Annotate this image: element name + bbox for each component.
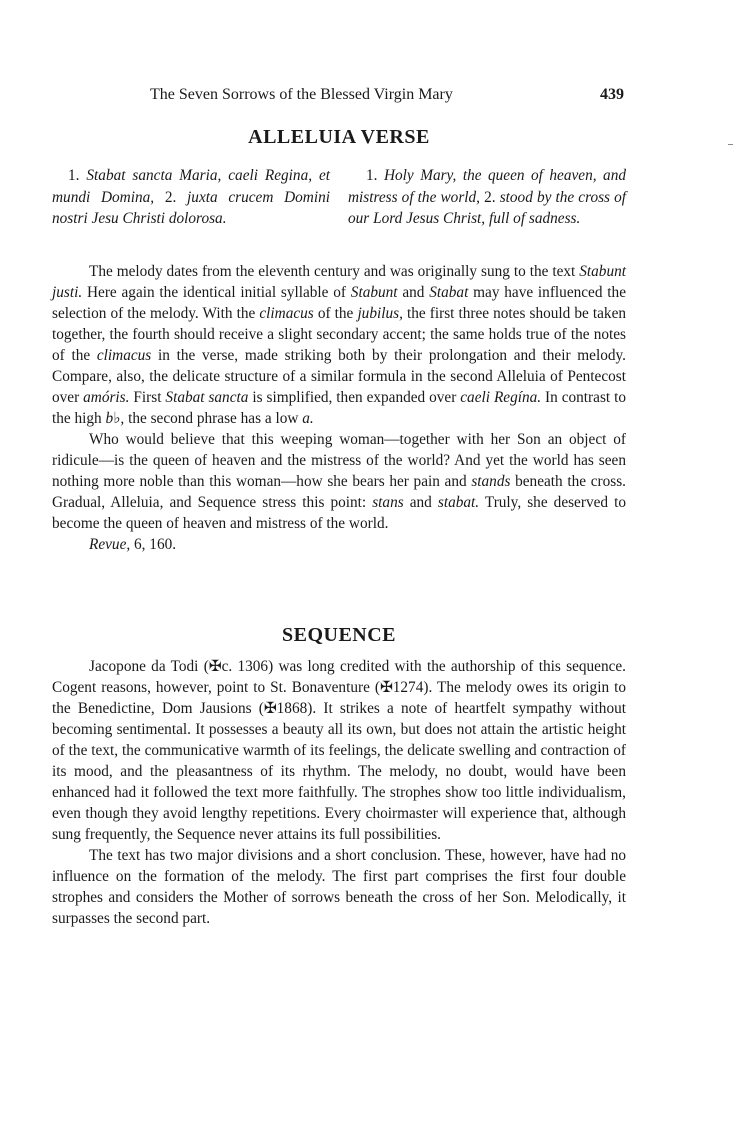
text-run: The melody dates from the eleventh century and was originally sung to the text: [89, 263, 580, 280]
reference-pages: 6, 160.: [130, 536, 177, 553]
italic-term: stands: [471, 473, 511, 490]
english-verse: [348, 165, 626, 230]
text-run: First: [129, 389, 166, 406]
sequence-commentary: [52, 656, 626, 929]
italic-term: caeli Regína.: [460, 389, 542, 406]
text-run: beneath the cross. Gradual, Alleluia, and Sequence stress this point:: [52, 473, 626, 511]
text-run: Truly, she deserved to become the queen of heaven and mistress of the world.: [52, 494, 626, 532]
italic-term: stans: [372, 494, 404, 511]
verse-number: 2.: [164, 188, 177, 206]
verse-number: 1.: [68, 167, 80, 184]
reference-title: Revue,: [89, 536, 131, 553]
margin-mark: [728, 144, 733, 145]
italic-term: a.: [302, 410, 314, 427]
text-run: and: [397, 284, 430, 301]
paragraph: [52, 429, 626, 534]
text-run: Who would believe that this weeping woman—together with her Son an object of ridicule—is the queen of heaven and the mistress of the world? And yet the world has seen nothing more noble than this woman—how she bears her pain and: [52, 431, 626, 490]
text-run: and: [403, 494, 438, 511]
italic-term: b♭,: [105, 410, 125, 427]
paragraph: [52, 261, 626, 429]
running-header: [52, 86, 626, 108]
reference-line: [52, 534, 626, 555]
italic-term: Stabunt justi.: [52, 263, 626, 301]
text-run: is simplified, then expanded over: [248, 389, 461, 406]
paragraph: Jacopone da Todi (✠c. 1306) was long credited with the authorship of this sequence. Cogent reasons, however, point to St. Bonaventure (✠1274). The melody owes its origin to the Benedictine, Dom Jausions (✠1868). It strikes a note of heartfelt sympathy without becoming sentimental. It possesses a beauty all its own, but does not attain the artistic height of the text, the communicative warmth of its feelings, the delicate swelling and contraction of its mood, and the pleasantness of its rhythm. The melody, no doubt, would have been enhanced had it followed the text more faithfully. The strophes show too little individualism, even though they avoid lengthy repetitions. Every choirmaster will experience that, although sung frequently, the Sequence never attains its full possibilities.: [52, 658, 626, 843]
english-text-2: stood by the cross of our Lord Jesus Christ, full of sadness.: [348, 188, 627, 227]
alleluia-commentary: [52, 261, 626, 555]
alleluia-heading: ALLELUIA VERSE: [248, 126, 430, 148]
latin-text-2: juxta crucem Domini nostri Jesu Christi dolorosa.: [52, 188, 330, 227]
italic-term: climacus: [96, 347, 152, 364]
italic-term: jubilus,: [357, 305, 403, 322]
italic-term: Stabat sancta: [165, 389, 249, 406]
text-run: the second phrase has a low: [124, 410, 303, 427]
text-run: the first three notes should be taken together, the fourth should receive a slight secondary accent; the same holds true of the notes of the: [52, 305, 627, 364]
verse-number: 1.: [366, 167, 378, 184]
page-number: 439: [600, 86, 624, 103]
text-run: In contrast to the high: [52, 389, 626, 427]
italic-term: Stabat: [429, 284, 469, 301]
english-text-1: Holy Mary, the queen of heaven, and mistress of the world,: [348, 167, 626, 206]
text-run: may have influenced the selection of the melody. With the: [52, 284, 626, 322]
italic-term: climacus: [259, 305, 314, 322]
running-title: The Seven Sorrows of the Blessed Virgin Mary: [150, 86, 453, 103]
italic-term: stabat.: [437, 494, 480, 511]
latin-text-1: Stabat sancta Maria, caeli Regina, et mundi Domina,: [52, 167, 331, 206]
italic-term: amóris.: [83, 389, 130, 406]
italic-term: Stabunt: [350, 284, 398, 301]
text-run: in the verse, made striking both by their prolongation and their melody. Compare, also, the delicate structure of a similar formula in the second Alleluia of Pentecost over: [52, 347, 626, 406]
text-run: of the: [313, 305, 358, 322]
sequence-heading: SEQUENCE: [281, 624, 397, 646]
verse-number: 2.: [484, 188, 496, 206]
paragraph: The text has two major divisions and a short conclusion. These, however, have had no influence on the formation of the melody. The first part comprises the first four double strophes and considers the Mother of sorrows beneath the cross of her Son. Melodically, it surpasses the second part.: [52, 847, 626, 927]
latin-verse: [52, 165, 330, 230]
text-run: Here again the identical initial syllable of: [82, 284, 351, 301]
